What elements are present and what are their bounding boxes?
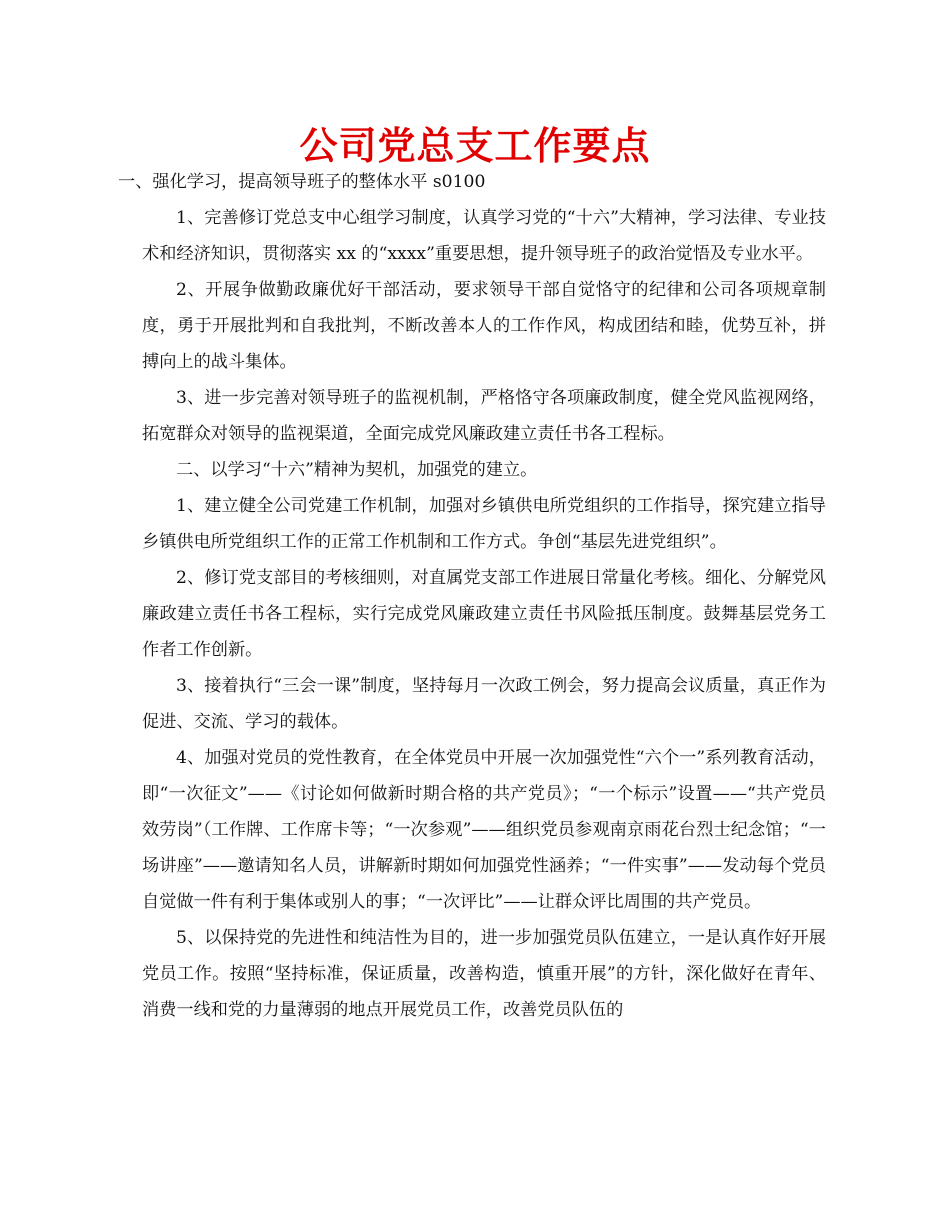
document-body xyxy=(118,164,826,1028)
paragraph: 2、开展争做勤政廉优好干部活动，要求领导干部自觉恪守的纪律和公司各项规章制度，勇于开展批判和自我批判，不断改善本人的工作作风，构成团结和睦，优势互补，拼搏向上的战斗集体。 xyxy=(142,280,826,372)
paragraph: 3、接着执行“三会一课”制度，坚持每月一次政工例会，努力提高会议质量，真正作为促进、交流、学习的载体。 xyxy=(142,676,826,732)
paragraph: 4、加强对党员的党性教育，在全体党员中开展一次加强党性“六个一”系列教育活动，即“一次征文”——《讨论如何做新时期合格的共产党员》；“一个标示”设置——“共产党员效劳岗”（工作牌、工作席卡等；“一次参观”——组织党员参观南京雨花台烈士纪念馆；“一场讲座”——邀请知名人员，讲解新时期如何加强党性涵养；“一件实事”——发动每个党员自觉做一件有利于集体或别人的事；“一次评比”——让群众评比周围的共产党员。 xyxy=(142,748,826,912)
section-heading-1: 一、强化学习，提高领导班子的整体水平 s0100 xyxy=(118,172,486,192)
section-heading-2: 二、以学习“十六”精神为契机，加强党的建立。 xyxy=(176,460,538,480)
paragraph: 1、完善修订党总支中心组学习制度，认真学习党的“十六”大精神，学习法律、专业技术和经济知识，贯彻落实 xx 的“xxxx”重要思想，提升领导班子的政治觉悟及专业水平。 xyxy=(142,208,826,264)
paragraph: 5、以保持党的先进性和纯洁性为目的，进一步加强党员队伍建立，一是认真作好开展党员工作。按照“坚持标准，保证质量，改善构造，慎重开展”的方针，深化做好在青年、消费一线和党的力量薄弱的地点开展党员工作，改善党员队伍的 xyxy=(142,928,826,1020)
paragraph: 3、进一步完善对领导班子的监视机制，严格恪守各项廉政制度，健全党风监视网络，拓宽群众对领导的监视渠道，全面完成党风廉政建立责任书各工程标。 xyxy=(142,388,826,444)
paragraph: 1、建立健全公司党建工作机制，加强对乡镇供电所党组织的工作指导，探究建立指导乡镇供电所党组织工作的正常工作机制和工作方式。争创“基层先进党组织”。 xyxy=(142,496,826,552)
document-title: 公司党总支工作要点 xyxy=(299,124,651,168)
paragraph: 2、修订党支部目的考核细则，对直属党支部工作进展日常量化考核。细化、分解党风廉政建立责任书各工程标，实行完成党风廉政建立责任书风险抵压制度。鼓舞基层党务工作者工作创新。 xyxy=(142,568,826,660)
